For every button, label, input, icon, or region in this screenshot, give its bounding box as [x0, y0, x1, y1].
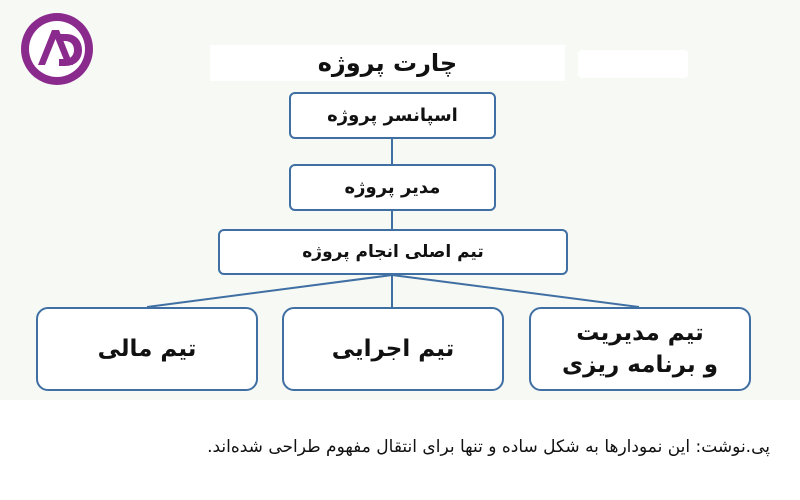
core-team-box: تیم اصلی انجام پروژه [218, 229, 568, 275]
finance-team-box [36, 307, 258, 391]
executive-team-box [282, 307, 504, 391]
finance-team-label: تیم مالی [97, 335, 197, 362]
footnote-text: پی.نوشت: این نمودارها به شکل ساده و تنها برای انتقال مفهوم طراحی شده‌اند. [207, 437, 770, 457]
chart-title: چارت پروژه [210, 45, 565, 81]
connector-core-finance [147, 275, 392, 307]
connector-core-plan [392, 275, 639, 307]
executive-team-label: تیم اجرایی [331, 335, 455, 362]
manager-box: مدیر پروژه [289, 164, 496, 211]
planning-team-label: تیم مدیریت و برنامه ریزی [562, 319, 718, 378]
planning-team-box [529, 307, 751, 391]
sponsor-box: اسپانسر پروژه [289, 92, 496, 139]
